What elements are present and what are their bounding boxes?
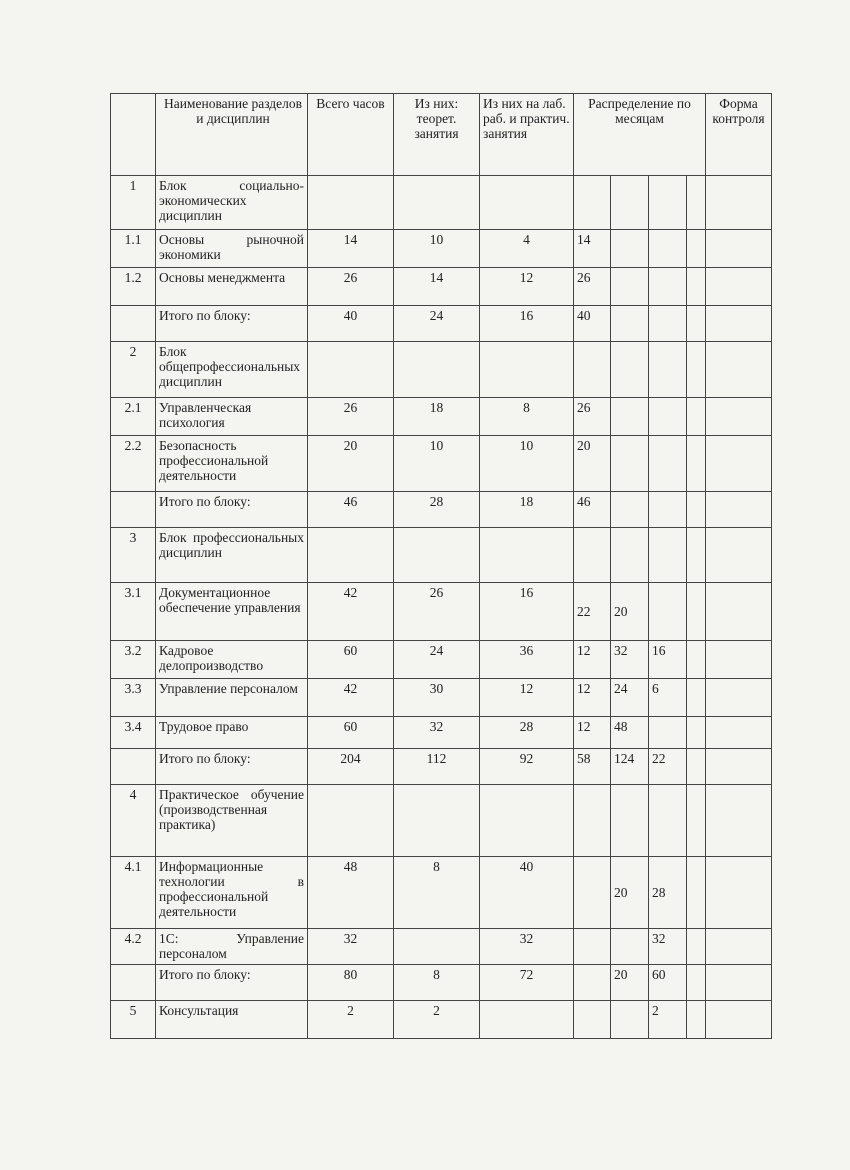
row-month-3 (649, 436, 687, 492)
row-number: 3.3 (111, 679, 156, 717)
row-month-2: 48 (611, 717, 649, 749)
row-lab-hours: 4 (480, 230, 574, 268)
row-name: Итого по блоку: (156, 749, 308, 785)
table-row (111, 785, 772, 857)
row-control (706, 342, 772, 398)
row-control (706, 641, 772, 679)
row-month-3: 60 (649, 965, 687, 1001)
row-total-hours (308, 528, 394, 583)
row-month-4 (687, 436, 706, 492)
row-month-1: 22 (574, 583, 611, 641)
row-number: 2 (111, 342, 156, 398)
table-row (111, 230, 772, 268)
row-month-3: 22 (649, 749, 687, 785)
row-lab-hours: 28 (480, 717, 574, 749)
row-number: 1 (111, 176, 156, 230)
table-row (111, 436, 772, 492)
row-total-hours: 42 (308, 583, 394, 641)
row-total-hours (308, 176, 394, 230)
row-theory-hours: 112 (394, 749, 480, 785)
row-theory-hours: 2 (394, 1001, 480, 1039)
row-total-hours: 46 (308, 492, 394, 528)
row-lab-hours (480, 528, 574, 583)
row-month-4 (687, 717, 706, 749)
row-month-3: 16 (649, 641, 687, 679)
row-month-2 (611, 176, 649, 230)
subtotal-row (111, 965, 772, 1001)
row-month-1 (574, 785, 611, 857)
row-month-2 (611, 230, 649, 268)
row-month-3: 32 (649, 929, 687, 965)
row-month-3 (649, 306, 687, 342)
row-lab-hours: 16 (480, 583, 574, 641)
row-total-hours: 42 (308, 679, 394, 717)
row-name: Безопасность профессиональной деятельности (156, 436, 308, 492)
row-total-hours (308, 342, 394, 398)
row-month-2: 32 (611, 641, 649, 679)
row-control (706, 306, 772, 342)
row-control (706, 717, 772, 749)
row-number (111, 306, 156, 342)
row-number: 3.4 (111, 717, 156, 749)
row-month-4 (687, 268, 706, 306)
row-month-2 (611, 1001, 649, 1039)
row-total-hours (308, 785, 394, 857)
row-number: 2.1 (111, 398, 156, 436)
row-name: Итого по блоку: (156, 306, 308, 342)
row-control (706, 1001, 772, 1039)
table-row (111, 717, 772, 749)
row-lab-hours (480, 176, 574, 230)
row-month-3 (649, 528, 687, 583)
row-total-hours: 32 (308, 929, 394, 965)
row-name: Управленческая психология (156, 398, 308, 436)
row-number: 1.1 (111, 230, 156, 268)
row-total-hours: 26 (308, 268, 394, 306)
row-name: Кадровое делопроизводство (156, 641, 308, 679)
row-month-3 (649, 230, 687, 268)
table-row (111, 528, 772, 583)
row-name: Документационное обеспечение управления (156, 583, 308, 641)
row-name: Информационные технологии в профессиональной деятельности (156, 857, 308, 929)
row-control (706, 436, 772, 492)
row-month-3 (649, 268, 687, 306)
row-number: 3 (111, 528, 156, 583)
table-header-row (111, 94, 772, 176)
header-by-month: Распределение по месяцам (574, 94, 706, 176)
row-month-4 (687, 857, 706, 929)
row-month-2 (611, 492, 649, 528)
row-month-4 (687, 306, 706, 342)
row-name: Блок профессиональных дисциплин (156, 528, 308, 583)
row-lab-hours: 32 (480, 929, 574, 965)
row-name: Блок общепрофессиональных дисциплин (156, 342, 308, 398)
row-total-hours: 26 (308, 398, 394, 436)
row-name: Итого по блоку: (156, 965, 308, 1001)
row-lab-hours: 12 (480, 268, 574, 306)
row-theory-hours: 24 (394, 641, 480, 679)
header-name: Наименование разделов и дисциплин (156, 94, 308, 176)
row-control (706, 929, 772, 965)
row-control (706, 749, 772, 785)
row-number: 3.2 (111, 641, 156, 679)
row-control (706, 679, 772, 717)
row-lab-hours: 10 (480, 436, 574, 492)
row-month-4 (687, 1001, 706, 1039)
table-row (111, 929, 772, 965)
row-lab-hours: 72 (480, 965, 574, 1001)
row-month-2 (611, 306, 649, 342)
row-month-1: 46 (574, 492, 611, 528)
row-name: Блок социально-экономических дисциплин (156, 176, 308, 230)
row-total-hours: 80 (308, 965, 394, 1001)
row-month-2 (611, 436, 649, 492)
row-theory-hours: 10 (394, 436, 480, 492)
row-month-2 (611, 929, 649, 965)
header-num-cell (111, 94, 156, 176)
row-month-2 (611, 398, 649, 436)
row-number: 3.1 (111, 583, 156, 641)
subtotal-row (111, 749, 772, 785)
row-name: Консультация (156, 1001, 308, 1039)
row-control (706, 176, 772, 230)
row-total-hours: 2 (308, 1001, 394, 1039)
curriculum-table (110, 93, 772, 1039)
row-theory-hours: 28 (394, 492, 480, 528)
row-month-3 (649, 583, 687, 641)
row-month-1 (574, 342, 611, 398)
row-month-1: 26 (574, 268, 611, 306)
row-number: 1.2 (111, 268, 156, 306)
row-theory-hours: 8 (394, 965, 480, 1001)
row-month-1 (574, 929, 611, 965)
row-month-3 (649, 785, 687, 857)
table-row (111, 1001, 772, 1039)
row-month-3: 2 (649, 1001, 687, 1039)
row-total-hours: 60 (308, 717, 394, 749)
row-lab-hours (480, 785, 574, 857)
row-month-1 (574, 857, 611, 929)
row-lab-hours (480, 1001, 574, 1039)
row-total-hours: 20 (308, 436, 394, 492)
row-control (706, 528, 772, 583)
row-theory-hours: 30 (394, 679, 480, 717)
row-month-3 (649, 492, 687, 528)
row-name: Основы рыночной экономики (156, 230, 308, 268)
row-month-1: 12 (574, 679, 611, 717)
row-lab-hours: 40 (480, 857, 574, 929)
row-total-hours: 40 (308, 306, 394, 342)
row-name: Трудовое право (156, 717, 308, 749)
header-lab: Из них на лаб. раб. и практич. занятия (480, 94, 574, 176)
table-row (111, 342, 772, 398)
row-number: 4 (111, 785, 156, 857)
row-control (706, 857, 772, 929)
row-month-4 (687, 528, 706, 583)
row-lab-hours: 92 (480, 749, 574, 785)
row-month-1 (574, 528, 611, 583)
row-month-1: 40 (574, 306, 611, 342)
row-lab-hours: 18 (480, 492, 574, 528)
row-total-hours: 48 (308, 857, 394, 929)
row-month-3 (649, 398, 687, 436)
row-month-4 (687, 230, 706, 268)
row-month-4 (687, 398, 706, 436)
row-control (706, 492, 772, 528)
header-total-hours: Всего часов (308, 94, 394, 176)
row-name: Управление персоналом (156, 679, 308, 717)
row-month-4 (687, 749, 706, 785)
row-month-1: 14 (574, 230, 611, 268)
row-control (706, 230, 772, 268)
row-number: 4.2 (111, 929, 156, 965)
row-month-2: 20 (611, 857, 649, 929)
row-theory-hours: 14 (394, 268, 480, 306)
table-row (111, 583, 772, 641)
row-month-4 (687, 492, 706, 528)
row-control (706, 785, 772, 857)
row-month-4 (687, 583, 706, 641)
subtotal-row (111, 492, 772, 528)
row-month-2: 24 (611, 679, 649, 717)
row-name: 1С: Управление персоналом (156, 929, 308, 965)
row-control (706, 268, 772, 306)
row-theory-hours: 8 (394, 857, 480, 929)
row-month-2: 20 (611, 965, 649, 1001)
row-lab-hours (480, 342, 574, 398)
row-total-hours: 60 (308, 641, 394, 679)
row-theory-hours: 10 (394, 230, 480, 268)
row-month-2: 20 (611, 583, 649, 641)
header-control: Форма контроля (706, 94, 772, 176)
row-theory-hours: 24 (394, 306, 480, 342)
row-month-2: 124 (611, 749, 649, 785)
row-theory-hours (394, 528, 480, 583)
header-theory: Из них: теорет. занятия (394, 94, 480, 176)
row-month-1 (574, 965, 611, 1001)
row-month-3: 28 (649, 857, 687, 929)
row-total-hours: 204 (308, 749, 394, 785)
row-month-3 (649, 176, 687, 230)
row-month-2 (611, 785, 649, 857)
row-theory-hours: 26 (394, 583, 480, 641)
row-lab-hours: 36 (480, 641, 574, 679)
row-month-4 (687, 785, 706, 857)
row-lab-hours: 12 (480, 679, 574, 717)
row-number (111, 492, 156, 528)
row-month-2 (611, 268, 649, 306)
row-theory-hours: 32 (394, 717, 480, 749)
row-month-4 (687, 965, 706, 1001)
table-row (111, 268, 772, 306)
row-number: 2.2 (111, 436, 156, 492)
table-row (111, 679, 772, 717)
row-theory-hours (394, 785, 480, 857)
row-name: Итого по блоку: (156, 492, 308, 528)
row-month-1: 26 (574, 398, 611, 436)
row-month-1: 12 (574, 641, 611, 679)
row-month-4 (687, 929, 706, 965)
row-month-1: 58 (574, 749, 611, 785)
row-month-4 (687, 641, 706, 679)
row-lab-hours: 16 (480, 306, 574, 342)
table-row (111, 857, 772, 929)
row-month-1 (574, 176, 611, 230)
row-lab-hours: 8 (480, 398, 574, 436)
row-control (706, 398, 772, 436)
row-month-4 (687, 176, 706, 230)
row-month-1: 20 (574, 436, 611, 492)
row-number (111, 749, 156, 785)
row-name: Практическое обучение (производственная практика) (156, 785, 308, 857)
row-month-3 (649, 342, 687, 398)
row-number: 5 (111, 1001, 156, 1039)
row-theory-hours (394, 929, 480, 965)
subtotal-row (111, 306, 772, 342)
row-month-4 (687, 679, 706, 717)
row-month-1: 12 (574, 717, 611, 749)
table-row (111, 641, 772, 679)
row-month-2 (611, 528, 649, 583)
row-month-3 (649, 717, 687, 749)
row-month-3: 6 (649, 679, 687, 717)
row-theory-hours (394, 176, 480, 230)
row-month-1 (574, 1001, 611, 1039)
row-number: 4.1 (111, 857, 156, 929)
table-row (111, 398, 772, 436)
row-theory-hours (394, 342, 480, 398)
row-control (706, 965, 772, 1001)
table-row (111, 176, 772, 230)
row-theory-hours: 18 (394, 398, 480, 436)
row-number (111, 965, 156, 1001)
row-month-2 (611, 342, 649, 398)
row-control (706, 583, 772, 641)
row-month-4 (687, 342, 706, 398)
row-total-hours: 14 (308, 230, 394, 268)
row-name: Основы менеджмента (156, 268, 308, 306)
